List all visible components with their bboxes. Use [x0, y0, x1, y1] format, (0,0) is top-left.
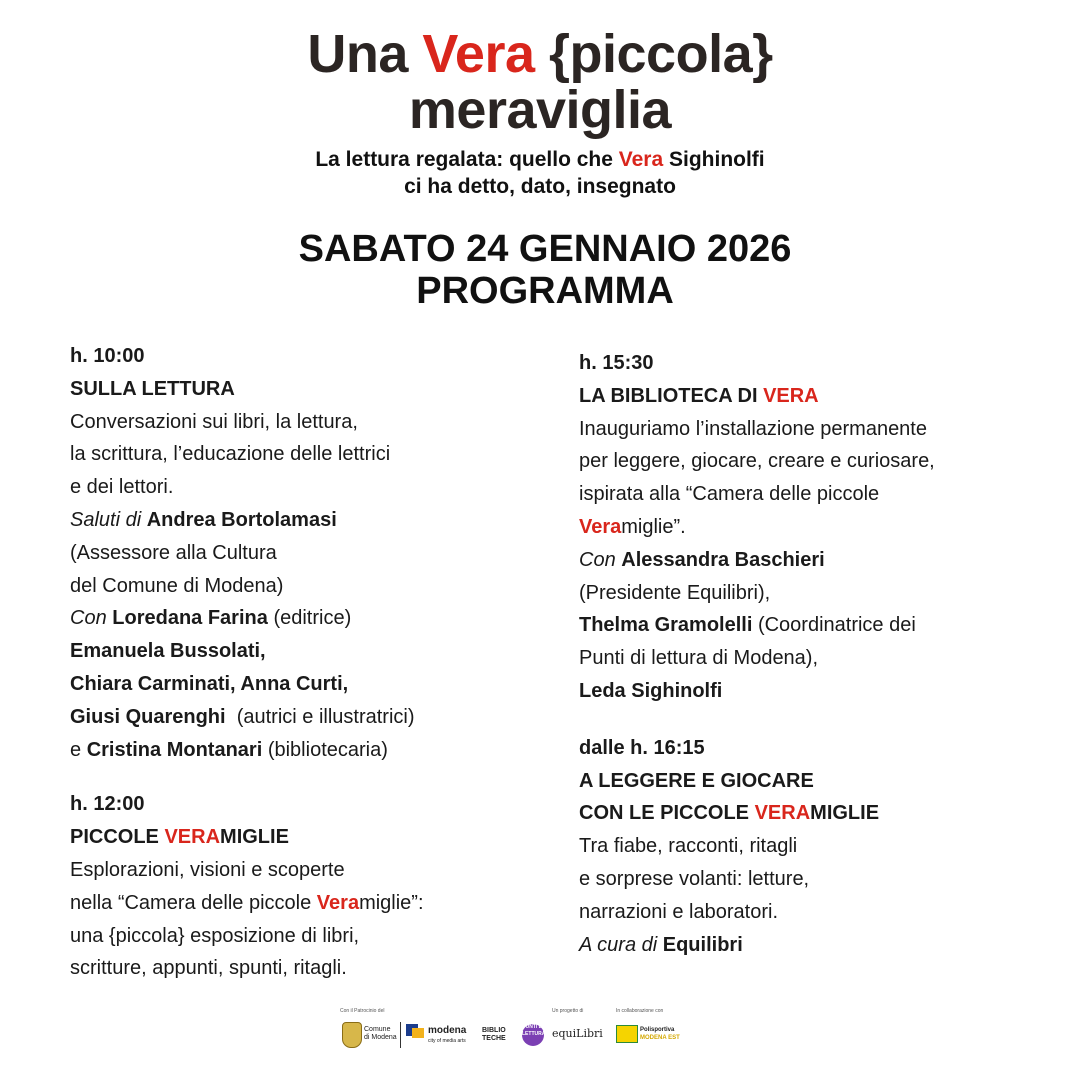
guest-line: Emanuela Bussolati,: [70, 640, 266, 663]
event-desc-line: e dei lettori.: [70, 476, 174, 499]
patronage-label: Con il Patrocinio del: [340, 1008, 385, 1014]
event-title: CON LE PICCOLE VERAMIGLIE: [579, 802, 880, 825]
organizer-name: Equilibri: [662, 933, 743, 956]
event-desc-line: Inauguriamo l’installazione permanente: [579, 417, 927, 440]
event-desc-line: e sorprese volanti: letture,: [579, 867, 810, 890]
title-line-2: meraviglia: [408, 80, 672, 140]
guest-line: e Cristina Montanari (bibliotecaria): [70, 738, 388, 761]
main-title: [0, 26, 1080, 138]
punti-lettura-logo: PUNTI DI LETTURA: [522, 1024, 544, 1046]
event-title: PICCOLE VERAMIGLIE: [70, 826, 289, 849]
equilibri-logo: equiLibri: [552, 1027, 603, 1040]
event-date: SABATO 24 GENNAIO 2026: [298, 228, 792, 270]
person-name: Cristina Montanari: [86, 738, 263, 761]
event-desc-line: Tra fiabe, racconti, ritagli: [579, 835, 798, 858]
event-desc-line: Conversazioni sui libri, la lettura,: [70, 410, 358, 433]
biblioteche-logo: BIBLIO TECHE: [482, 1027, 506, 1042]
logo-divider: [400, 1022, 401, 1048]
person-name: Andrea Bortolamasi: [146, 508, 337, 531]
person-name: Thelma Gramolelli: [579, 614, 753, 637]
event-desc-line: nella “Camera delle piccole Veramiglie”:: [70, 891, 424, 914]
event-sulla-lettura: [70, 340, 540, 766]
subtitle-line-1: La lettura regalata: quello che Vera Sighinolfi: [315, 148, 765, 171]
subtitle: [0, 146, 1080, 200]
event-desc-line: narrazioni e laboratori.: [579, 900, 778, 923]
guest-role: (Presidente Equilibri),: [579, 581, 771, 604]
guest-line: Thelma Gramolelli (Coordinatrice dei: [579, 614, 916, 637]
event-time: h. 15:30: [579, 352, 654, 374]
event-piccole-veramiglie: [70, 788, 540, 985]
program-label: PROGRAMMA: [416, 270, 674, 312]
modena-logo-name: modena: [428, 1025, 467, 1036]
guest-role: Punti di lettura di Modena),: [579, 647, 819, 670]
event-biblioteca-di-vera: [579, 347, 1049, 708]
right-column: [579, 347, 1049, 961]
event-time: dalle h. 16:15: [579, 736, 705, 759]
date-heading: [0, 228, 1080, 312]
event-title: LA BIBLIOTECA DI VERA: [579, 384, 819, 407]
subtitle-line-2: ci ha detto, dato, insegnato: [404, 175, 676, 198]
event-a-leggere-e-giocare: [579, 732, 1049, 962]
cura-line: A cura di Equilibri: [579, 933, 743, 956]
event-desc-line: ispirata alla “Camera delle piccole: [579, 483, 880, 506]
sponsor-logos: [330, 1008, 690, 1054]
modena-tagline: city of media arts: [428, 1038, 466, 1044]
comune-logo-text: Comune di Modena: [364, 1026, 397, 1041]
event-time: h. 12:00: [70, 793, 145, 816]
project-label: Un progetto di: [552, 1008, 584, 1014]
modena-mark-icon: [406, 1024, 426, 1038]
event-desc-line: per leggere, giocare, creare e curiosare,: [579, 450, 935, 473]
guest-line: Con Loredana Farina (editrice): [70, 607, 352, 630]
person-name: Leda Sighinolfi: [579, 679, 723, 702]
event-desc-line: Esplorazioni, visioni e scoperte: [70, 858, 345, 881]
person-name: Loredana Farina: [112, 607, 268, 630]
collab-label: In collaborazione con: [616, 1008, 664, 1014]
guest-line: Chiara Carminati, Anna Curti,: [70, 672, 349, 695]
left-column: [70, 340, 540, 985]
guest-line: Con Alessandra Baschieri: [579, 548, 825, 571]
saluti-role: (Assessore alla Cultura: [70, 541, 277, 564]
person-name: Alessandra Baschieri: [621, 548, 825, 571]
title-accent: Vera: [422, 24, 535, 84]
event-title: SULLA LETTURA: [70, 377, 235, 400]
polisportiva-flag-icon: [616, 1025, 638, 1043]
event-title: A LEGGERE E GIOCARE: [579, 769, 814, 792]
saluti-line: Saluti di Andrea Bortolamasi: [70, 508, 337, 531]
event-desc-line: una {piccola} esposizione di libri,: [70, 924, 360, 947]
event-desc-line: scritture, appunti, spunti, ritagli.: [70, 957, 347, 980]
event-time: h. 10:00: [70, 345, 145, 367]
comune-crest-icon: [342, 1022, 362, 1048]
guest-line: Giusi Quarenghi (autrici e illustratrici): [70, 705, 415, 728]
polisportiva-logo: Polisportiva MODENA EST: [640, 1027, 680, 1041]
event-desc-line: la scrittura, l’educazione delle lettrici: [70, 443, 391, 466]
saluti-role: del Comune di Modena): [70, 574, 284, 597]
title-line-1: Una Vera {piccola}: [307, 24, 773, 84]
event-desc-line: Veramiglie”.: [579, 515, 686, 538]
